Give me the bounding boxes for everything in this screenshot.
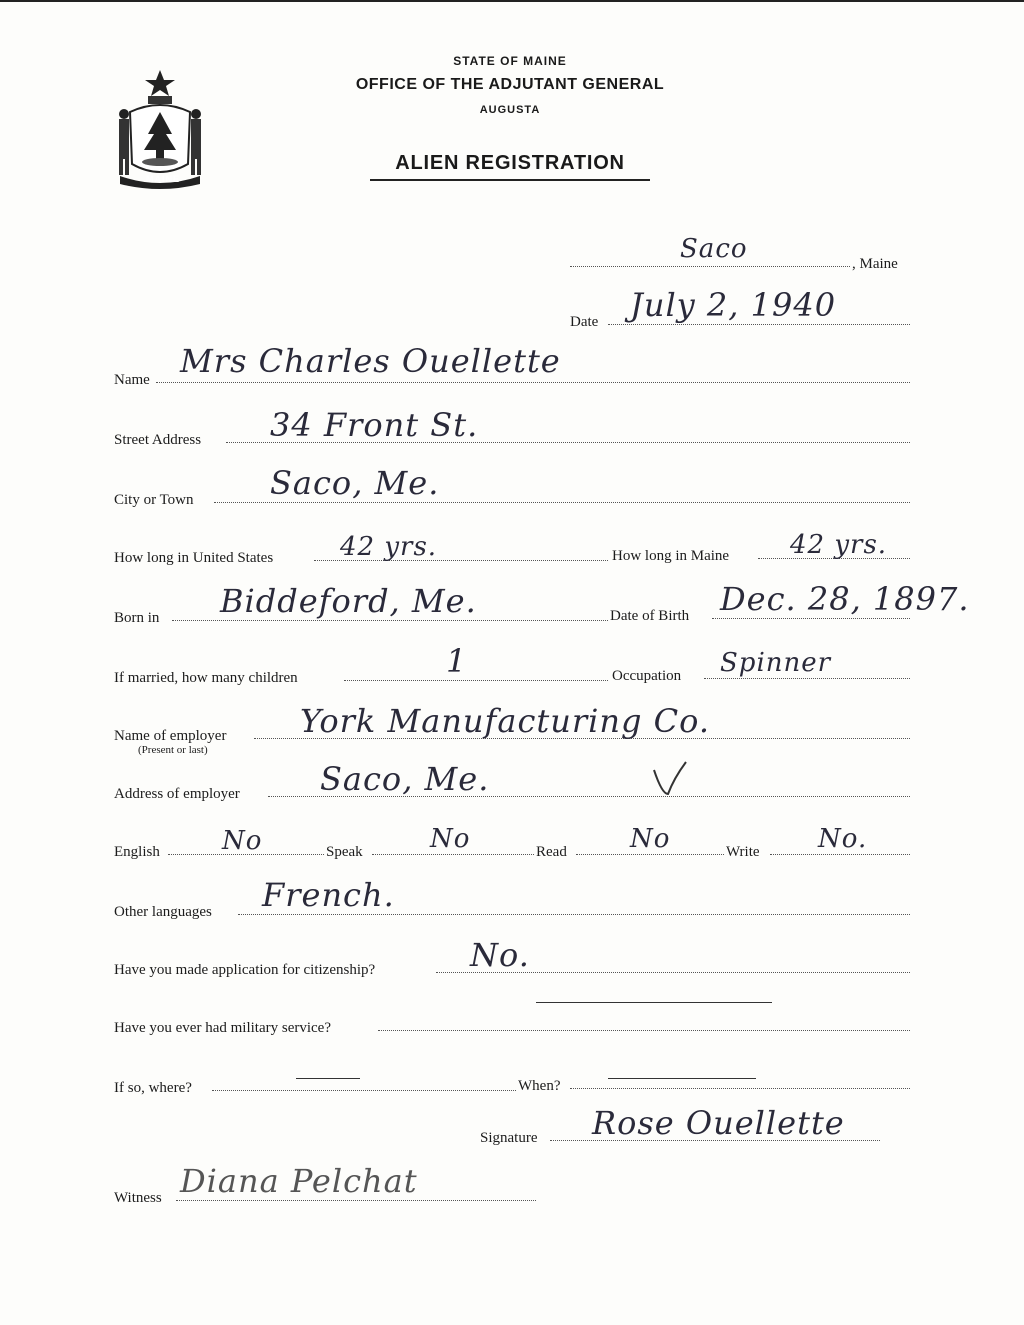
when-label: When? [518,1078,561,1094]
how-long-maine-value: 42 yrs. [790,530,888,560]
speak-value: No [430,824,471,854]
city-or-town-value: Saco, Me. [270,464,440,502]
date-label: Date [570,314,599,330]
citizenship-value: No. [470,936,530,974]
date-of-birth-label: Date of Birth [610,608,690,624]
military-dash [536,1002,772,1003]
english-label: English [114,844,160,860]
write-value: No. [818,824,868,854]
read-label: Read [536,844,567,860]
date-of-birth-value: Dec. 28, 1897. [720,580,970,618]
place-value: Saco [680,234,748,264]
citizenship-label: Have you made application for citizenship? [114,962,376,978]
street-address-value: 34 Front St. [270,406,479,444]
english-value: No [222,826,263,856]
write-label: Write [726,844,760,860]
name-label: Name [114,372,150,388]
occupation-value: Spinner [720,648,832,678]
seal-banner-text: MAINE [146,174,180,184]
signature-label: Signature [480,1130,538,1146]
employer-name-value: York Manufacturing Co. [300,702,710,740]
military-label: Have you ever had military service? [114,1020,331,1036]
check-mark-icon [650,758,690,798]
where-label: If so, where? [114,1080,192,1096]
born-in-value: Biddeford, Me. [220,582,477,620]
how-long-us-value: 42 yrs. [340,532,438,562]
born-in-label: Born in [114,610,160,626]
occupation-label: Occupation [612,668,682,684]
city-heading: AUGUSTA [479,104,541,116]
city-or-town-label: City or Town [114,492,194,508]
speak-label: Speak [326,844,363,860]
date-value: July 2, 1940 [630,286,837,324]
witness-label: Witness [114,1190,162,1206]
employer-address-label: Address of employer [114,786,240,802]
employer-name-sublabel: (Present or last) [138,744,208,756]
children-value: 1 [446,642,468,680]
other-languages-value: French. [262,876,395,914]
form-title: ALIEN REGISTRATION [370,152,650,181]
how-long-maine-label: How long in Maine [612,548,730,564]
witness-value: Diana Pelchat [180,1162,418,1200]
when-dash [608,1078,756,1079]
where-dash [296,1078,360,1079]
name-value: Mrs Charles Ouellette [180,342,561,380]
employer-address-value: Saco, Me. [320,760,490,798]
signature-value: Rose Ouellette [592,1104,845,1142]
how-long-us-label: How long in United States [114,550,274,566]
office-heading: OFFICE OF THE ADJUTANT GENERAL [355,76,665,93]
place-label: , Maine [852,256,898,272]
employer-name-label: Name of employer [114,728,227,744]
state-heading: STATE OF MAINE [453,54,567,68]
street-address-label: Street Address [114,432,202,448]
children-label: If married, how many children [114,670,298,686]
read-value: No [630,824,671,854]
other-languages-label: Other languages [114,904,212,920]
